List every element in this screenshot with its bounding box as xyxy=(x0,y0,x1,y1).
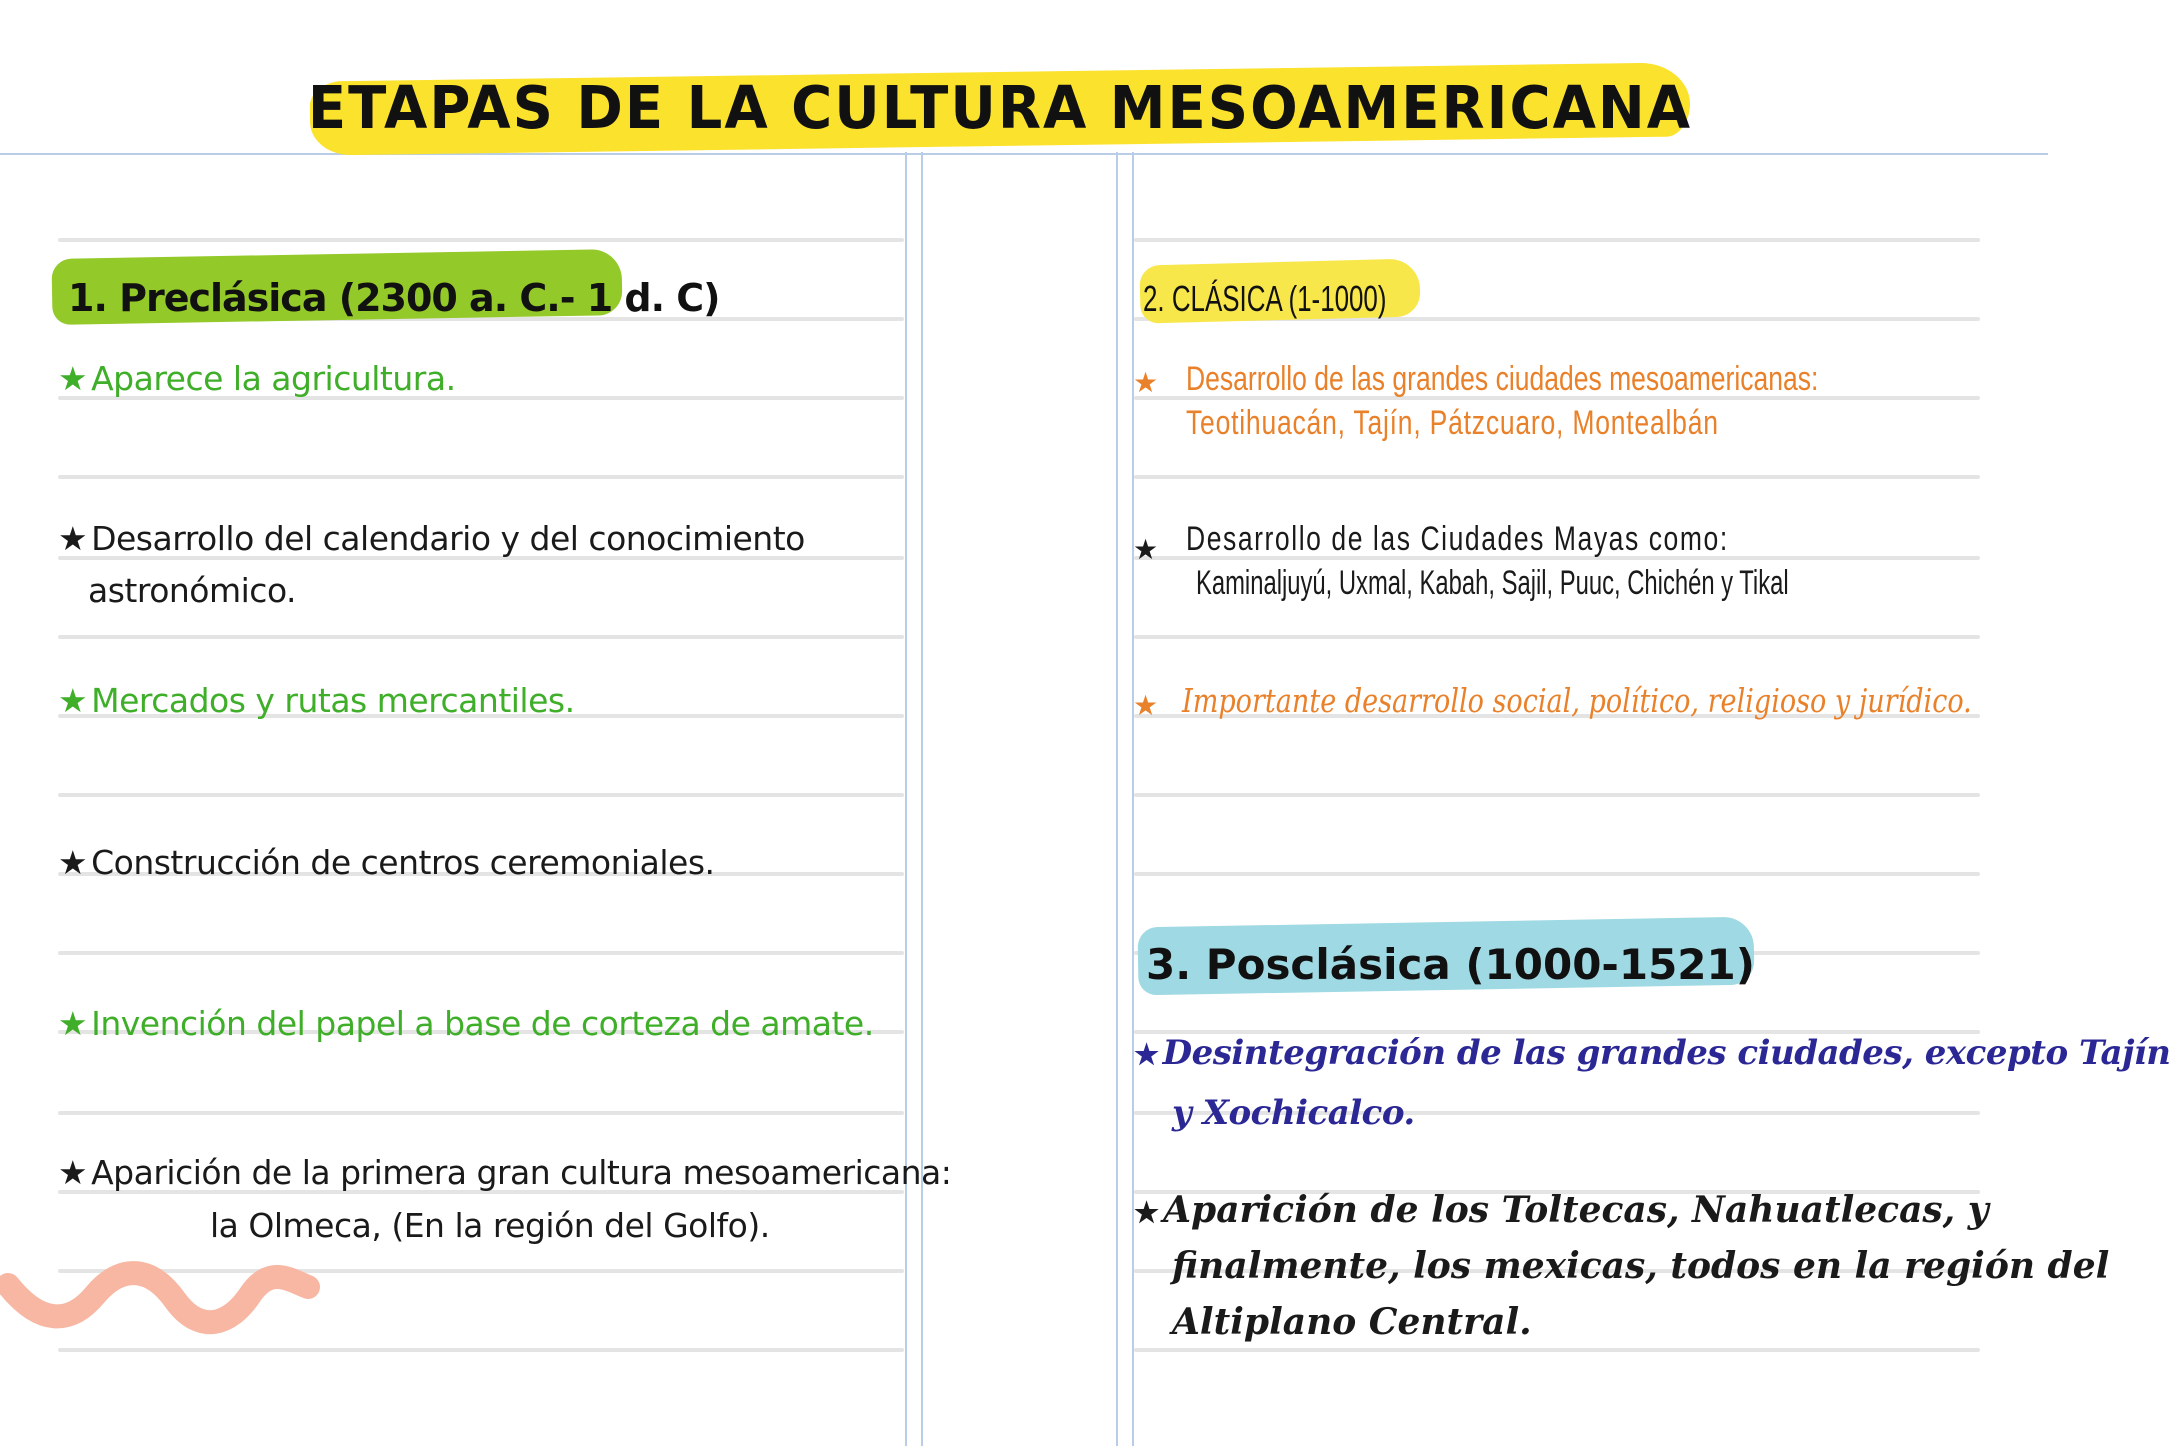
clasica-item xyxy=(1133,365,1162,400)
preclasica-item-continuation: astronómico. xyxy=(88,571,297,610)
star-icon: ★ xyxy=(1134,1038,1159,1071)
star-icon: ★ xyxy=(58,1153,88,1192)
preclasica-item: ★ Aparece la agricultura. xyxy=(58,359,456,398)
posclasica-item: ★ Aparición de los Toltecas, Nahuatlecas, y xyxy=(1134,1189,1989,1231)
star-icon: ★ xyxy=(58,1004,88,1043)
left-column-margin-line-inner xyxy=(921,152,923,1446)
clasica-item-text: Desarrollo de las grandes ciudades mesoamericanas: xyxy=(1186,360,1819,398)
clasica-item-text: Teotihuacán, Tajín, Pátzcuaro, Montealbán xyxy=(1186,404,1719,442)
preclasica-item: ★ Construcción de centros ceremoniales. xyxy=(58,843,715,882)
posclasica-item-continuation: y Xochicalco. xyxy=(1172,1093,1415,1133)
star-icon: ★ xyxy=(1133,689,1159,722)
star-icon: ★ xyxy=(58,359,88,398)
clasica-heading: 2. CLÁSICA (1-1000) xyxy=(1143,278,1387,319)
left-column-margin-line xyxy=(905,152,907,1446)
top-margin-line xyxy=(0,153,2048,155)
right-column-margin-line xyxy=(1116,152,1118,1446)
preclasica-item: ★ Invención del papel a base de corteza de amate. xyxy=(58,1004,874,1043)
clasica-item xyxy=(1133,532,1162,567)
posclasica-item-continuation: finalmente, los mexicas, todos en la región del xyxy=(1172,1245,2110,1287)
clasica-item xyxy=(1133,688,1162,723)
preclasica-item-continuation: la Olmeca, (En la región del Golfo). xyxy=(210,1206,770,1245)
star-icon: ★ xyxy=(58,681,88,720)
preclasica-item: ★ Desarrollo del calendario y del conocimiento xyxy=(58,519,805,558)
star-icon: ★ xyxy=(58,519,88,558)
preclasica-item: ★ Aparición de la primera gran cultura mesoamericana: xyxy=(58,1153,952,1192)
page-title: ETAPAS DE LA CULTURA MESOAMERICANA xyxy=(307,74,1693,143)
preclasica-item: ★ Mercados y rutas mercantiles. xyxy=(58,681,575,720)
posclasica-heading: 3. Posclásica (1000-1521) xyxy=(1146,940,1755,989)
right-column-margin-line-inner xyxy=(1132,152,1134,1446)
star-icon: ★ xyxy=(1133,366,1159,399)
posclasica-item-continuation: Altiplano Central. xyxy=(1172,1301,1532,1343)
star-icon: ★ xyxy=(58,843,88,882)
preclasica-heading: 1. Preclásica (2300 a. C.- 1 d. C) xyxy=(68,276,720,320)
squiggle-decoration xyxy=(0,1255,320,1335)
star-icon: ★ xyxy=(1134,1196,1160,1229)
star-icon: ★ xyxy=(1133,533,1159,566)
posclasica-item: ★ Desintegración de las grandes ciudades, excepto Tajín xyxy=(1134,1033,2171,1073)
clasica-item-text: Kaminaljuyú, Uxmal, Kabah, Sajil, Puuc, Chichén y Tikal xyxy=(1196,564,1789,602)
clasica-item-text: Importante desarrollo social, político, religioso y jurídico. xyxy=(1182,681,1972,720)
clasica-item-text: Desarrollo de las Ciudades Mayas como: xyxy=(1186,520,1729,558)
